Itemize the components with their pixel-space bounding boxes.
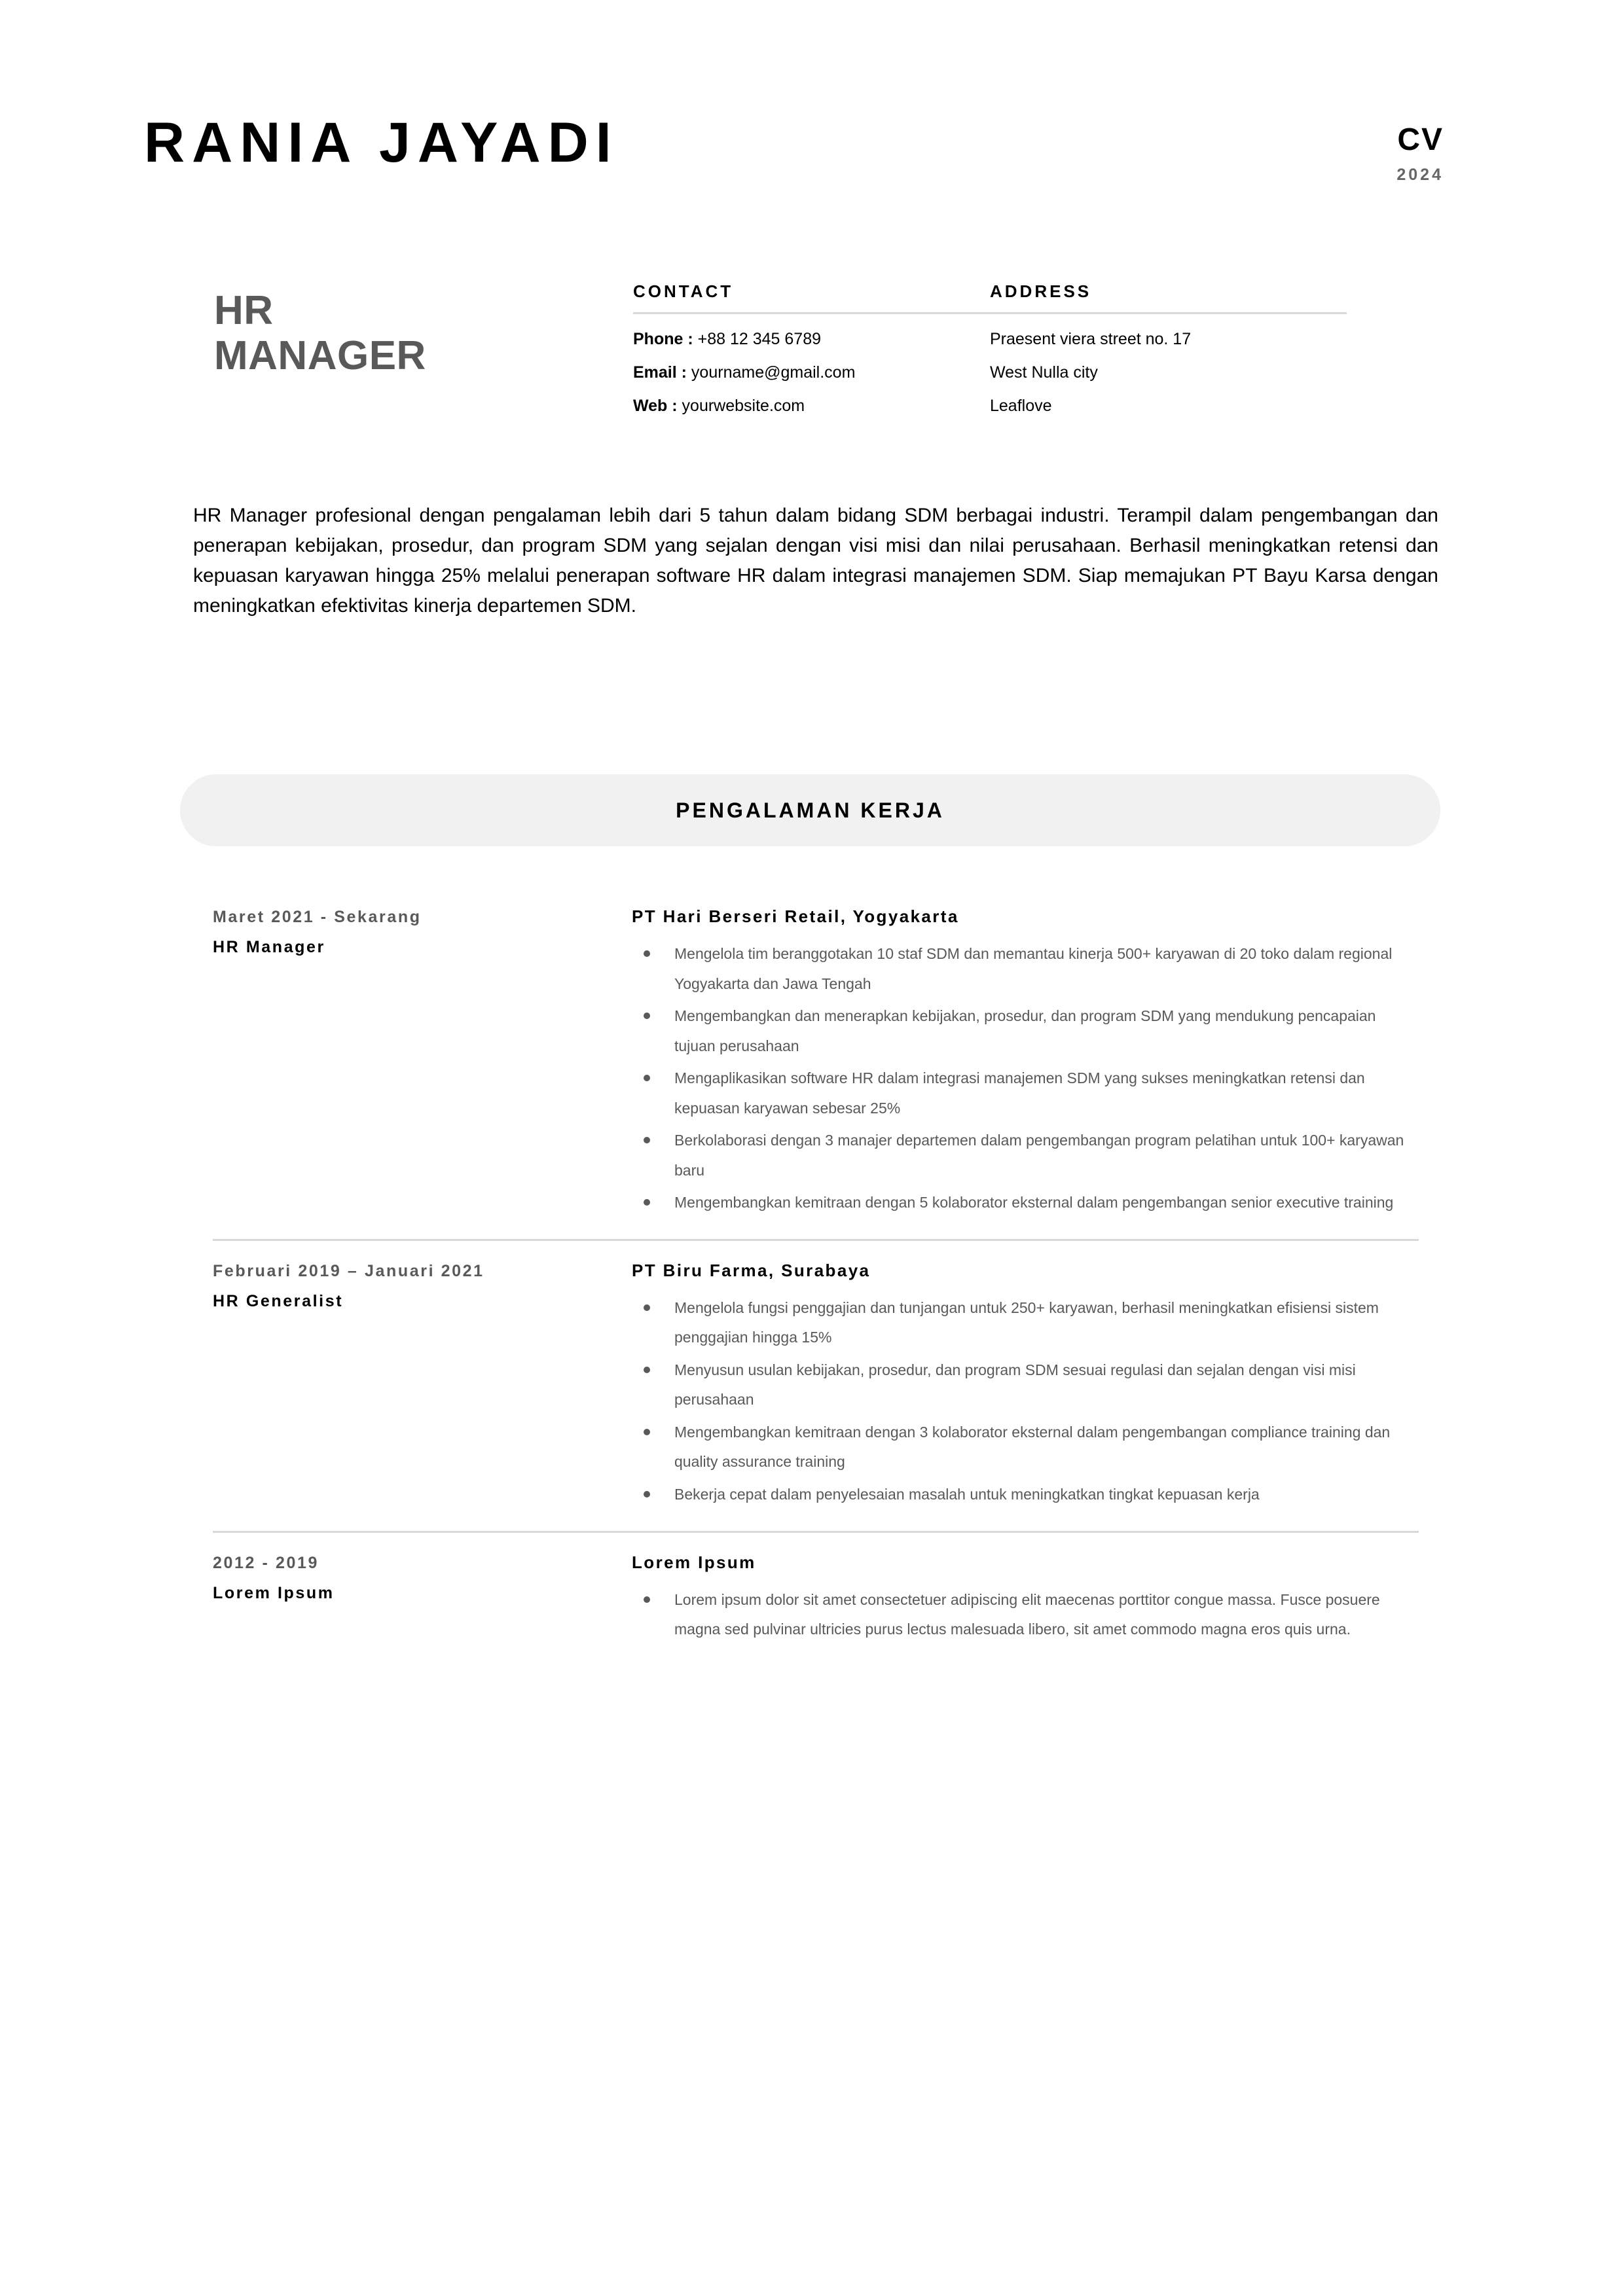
contact-column	[633, 281, 990, 414]
experience-list	[213, 887, 1419, 1666]
experience-bullet: Mengembangkan kemitraan dengan 3 kolaborator eksternal dalam pengembangan compliance training dan quality assurance training	[632, 1418, 1419, 1477]
document-year: 2024	[1396, 166, 1444, 185]
contact-email-value: yourname@gmail.com	[686, 363, 856, 382]
experience-section-banner	[180, 774, 1440, 846]
bullet-dot-icon	[644, 1596, 650, 1603]
experience-company: PT Hari Berseri Retail, Yogyakarta	[632, 906, 959, 926]
experience-bullet: Mengaplikasikan software HR dalam integrasi manajemen SDM yang sukses meningkatkan retensi dan kepuasan karyawan sebesar 25%	[632, 1064, 1419, 1123]
contact-email	[633, 365, 990, 381]
experience-company: Lorem Ipsum	[632, 1552, 756, 1572]
experience-entry-meta	[213, 1262, 632, 1310]
experience-role: HR Generalist	[213, 1291, 344, 1310]
contact-phone-value: +88 12 345 6789	[693, 330, 821, 348]
bullet-dot-icon	[644, 1429, 650, 1435]
candidate-name: RANIA JAYADI	[144, 111, 619, 174]
experience-bullet-list	[632, 1585, 1419, 1645]
contact-web	[633, 398, 990, 414]
experience-bullet: Mengembangkan kemitraan dengan 5 kolaborator eksternal dalam pengembangan senior executive training	[632, 1188, 1419, 1218]
experience-date: 2012 - 2019	[213, 1553, 319, 1572]
job-title-line-1: HR	[214, 288, 274, 333]
header-meta	[1396, 115, 1444, 185]
experience-date: Maret 2021 - Sekarang	[213, 908, 422, 926]
bullet-dot-icon	[644, 1137, 650, 1143]
experience-bullet-list	[632, 1293, 1419, 1510]
experience-bullet-list	[632, 939, 1419, 1218]
contact-phone-label: Phone :	[633, 330, 693, 348]
address-divider	[990, 312, 1347, 314]
contact-web-value: yourwebsite.com	[677, 397, 805, 415]
experience-company: PT Biru Farma, Surabaya	[632, 1260, 871, 1280]
bullet-dot-icon	[644, 1304, 650, 1311]
contact-heading: CONTACT	[633, 281, 734, 301]
experience-bullet: Mengembangkan dan menerapkan kebijakan, prosedur, dan program SDM yang mendukung pencapaian tujuan perusahaan	[632, 1001, 1419, 1061]
experience-entry-details	[632, 908, 1419, 1221]
experience-bullet: Lorem ipsum dolor sit amet consectetuer adipiscing elit maecenas porttitor congue massa. Fusce posuere magna sed pulvinar ultricies purus lectus malesuada libero, sit amet commodo magna eros quis urna.	[632, 1585, 1419, 1645]
contact-phone	[633, 331, 990, 348]
bullet-dot-icon	[644, 1075, 650, 1081]
experience-section-title: PENGALAMAN KERJA	[676, 798, 945, 822]
professional-summary: HR Manager profesional dengan pengalaman lebih dari 5 tahun dalam bidang SDM berbagai industri. Terampil dalam pengembangan dan penerapan kebijakan, prosedur, dan program SDM yang sejalan dengan visi misi dan nilai perusahaan. Berhasil meningkatkan retensi dan kepuasan karyawan hingga 25% melalui penerapan software HR dalam integrasi manajemen SDM. Siap memajukan PT Bayu Karsa dengan meningkatkan efektivitas kinerja departemen SDM.	[193, 505, 1438, 617]
document-type-label: CV	[1397, 122, 1444, 157]
experience-entry	[213, 1239, 1419, 1531]
experience-role: HR Manager	[213, 938, 325, 956]
experience-bullet: Bekerja cepat dalam penyelesaian masalah untuk meningkatkan tingkat kepuasan kerja	[632, 1480, 1419, 1510]
bullet-dot-icon	[644, 1367, 650, 1373]
experience-bullet: Berkolaborasi dengan 3 manajer departemen dalam pengembangan program pelatihan untuk 100+ karyawan baru	[632, 1126, 1419, 1185]
experience-entry-meta	[213, 1554, 632, 1602]
bullet-dot-icon	[644, 1199, 650, 1206]
address-heading: ADDRESS	[990, 281, 1092, 301]
experience-entry-details	[632, 1554, 1419, 1647]
cv-header	[144, 111, 1444, 185]
experience-date: Februari 2019 – Januari 2021	[213, 1261, 484, 1280]
experience-entry	[213, 1531, 1419, 1666]
experience-entry-details	[632, 1262, 1419, 1513]
bullet-dot-icon	[644, 1491, 650, 1498]
address-column	[990, 281, 1347, 414]
bullet-dot-icon	[644, 950, 650, 957]
contact-web-label: Web :	[633, 397, 678, 415]
job-title-line-2: MANAGER	[214, 333, 426, 379]
profile-info-row	[214, 281, 1419, 414]
bullet-dot-icon	[644, 1013, 650, 1019]
address-line-3: Leaflove	[990, 397, 1052, 415]
experience-role: Lorem Ipsum	[213, 1583, 335, 1602]
experience-entry-meta	[213, 908, 632, 956]
experience-entry	[213, 887, 1419, 1239]
contact-email-label: Email :	[633, 363, 687, 382]
address-line-1: Praesent viera street no. 17	[990, 330, 1192, 348]
experience-bullet: Mengelola tim beranggotakan 10 staf SDM dan memantau kinerja 500+ karyawan di 20 toko dalam regional Yogyakarta dan Jawa Tengah	[632, 939, 1419, 999]
contact-divider	[633, 312, 990, 314]
job-title-block	[214, 281, 633, 379]
experience-bullet: Menyusun usulan kebijakan, prosedur, dan program SDM sesuai regulasi dan sejalan dengan visi misi perusahaan	[632, 1355, 1419, 1415]
experience-bullet: Mengelola fungsi penggajian dan tunjangan untuk 250+ karyawan, berhasil meningkatkan efisiensi sistem penggajian hingga 15%	[632, 1293, 1419, 1353]
address-line-2: West Nulla city	[990, 363, 1098, 382]
